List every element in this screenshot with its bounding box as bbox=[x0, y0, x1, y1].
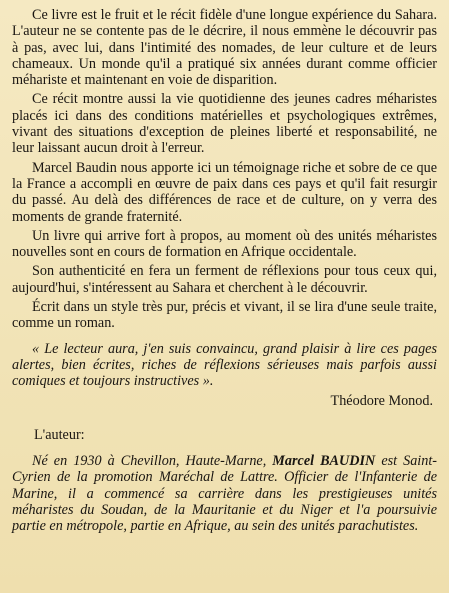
description-paragraph: Marcel Baudin nous apporte ici un témoignage riche et sobre de ce que la France a accompli en œuvre de paix dans ces pays et qu'il fait resurgir du passé. Au delà des différences de race et de culture, on y verra des moments de grande fraternité. bbox=[12, 159, 437, 225]
author-heading: L'auteur: bbox=[34, 426, 85, 443]
description-paragraph: Ce récit montre aussi la vie quotidienne des jeunes cadres méharistes placés ici dans des conditions matérielles et psychologiques extrêmes, vivant des situations d'exception de pleines liberté et responsabilité, ne leur laissant aucun droit à l'erreur. bbox=[12, 91, 437, 157]
description-paragraph: Ce livre est le fruit et le récit fidèle d'une longue expérience du Sahara. L'auteur ne se contente pas de le décrire, il nous emmène le découvrir pas à pas, avec lui, dans l'intimité des nomades, de leur culture et de leurs chameaux. Un monde qu'il a pratiqué six années durant comme officier méhariste et maintenant en voie de disparition. bbox=[12, 7, 437, 89]
book-description bbox=[12, 7, 437, 332]
author-bio-career: est Saint-Cyrien de la promotion Maréchal de Lattre. Officier de l'Infanterie de Marine, il a commencé sa carrière dans les prestigieuses unités méharistes du Soudan, de la Mauritanie et du Niger et l'a poursuivie partie en métropole, partie en Afrique, au sein des unités parachutistes. bbox=[12, 453, 437, 535]
description-paragraph: Son authenticité en fera un ferment de réflexions pour tous ceux qui, aujourd'hui, s'intéressent au Sahara et cherchent à le découvrir. bbox=[12, 263, 437, 296]
author-name: Marcel BAUDIN bbox=[272, 453, 376, 470]
author-bio-intro: Né en 1930 à Chevillon, Haute-Marne, bbox=[32, 453, 273, 470]
author-bio bbox=[12, 453, 437, 534]
quote-signature: Théodore Monod. bbox=[330, 392, 433, 409]
description-paragraph: Un livre qui arrive fort à propos, au moment où des unités méharistes nouvelles sont en cours de formation en Afrique occidentale. bbox=[12, 227, 437, 261]
review-quote: « Le lecteur aura, j'en suis convaincu, grand plaisir à lire ces pages alertes, bien écrites, riches de réflexions sérieuses mais parfois aussi comiques et toujours instructives ». bbox=[12, 340, 437, 390]
description-paragraph: Écrit dans un style très pur, précis et vivant, il se lira d'une seule traite, comme un roman. bbox=[12, 299, 437, 332]
